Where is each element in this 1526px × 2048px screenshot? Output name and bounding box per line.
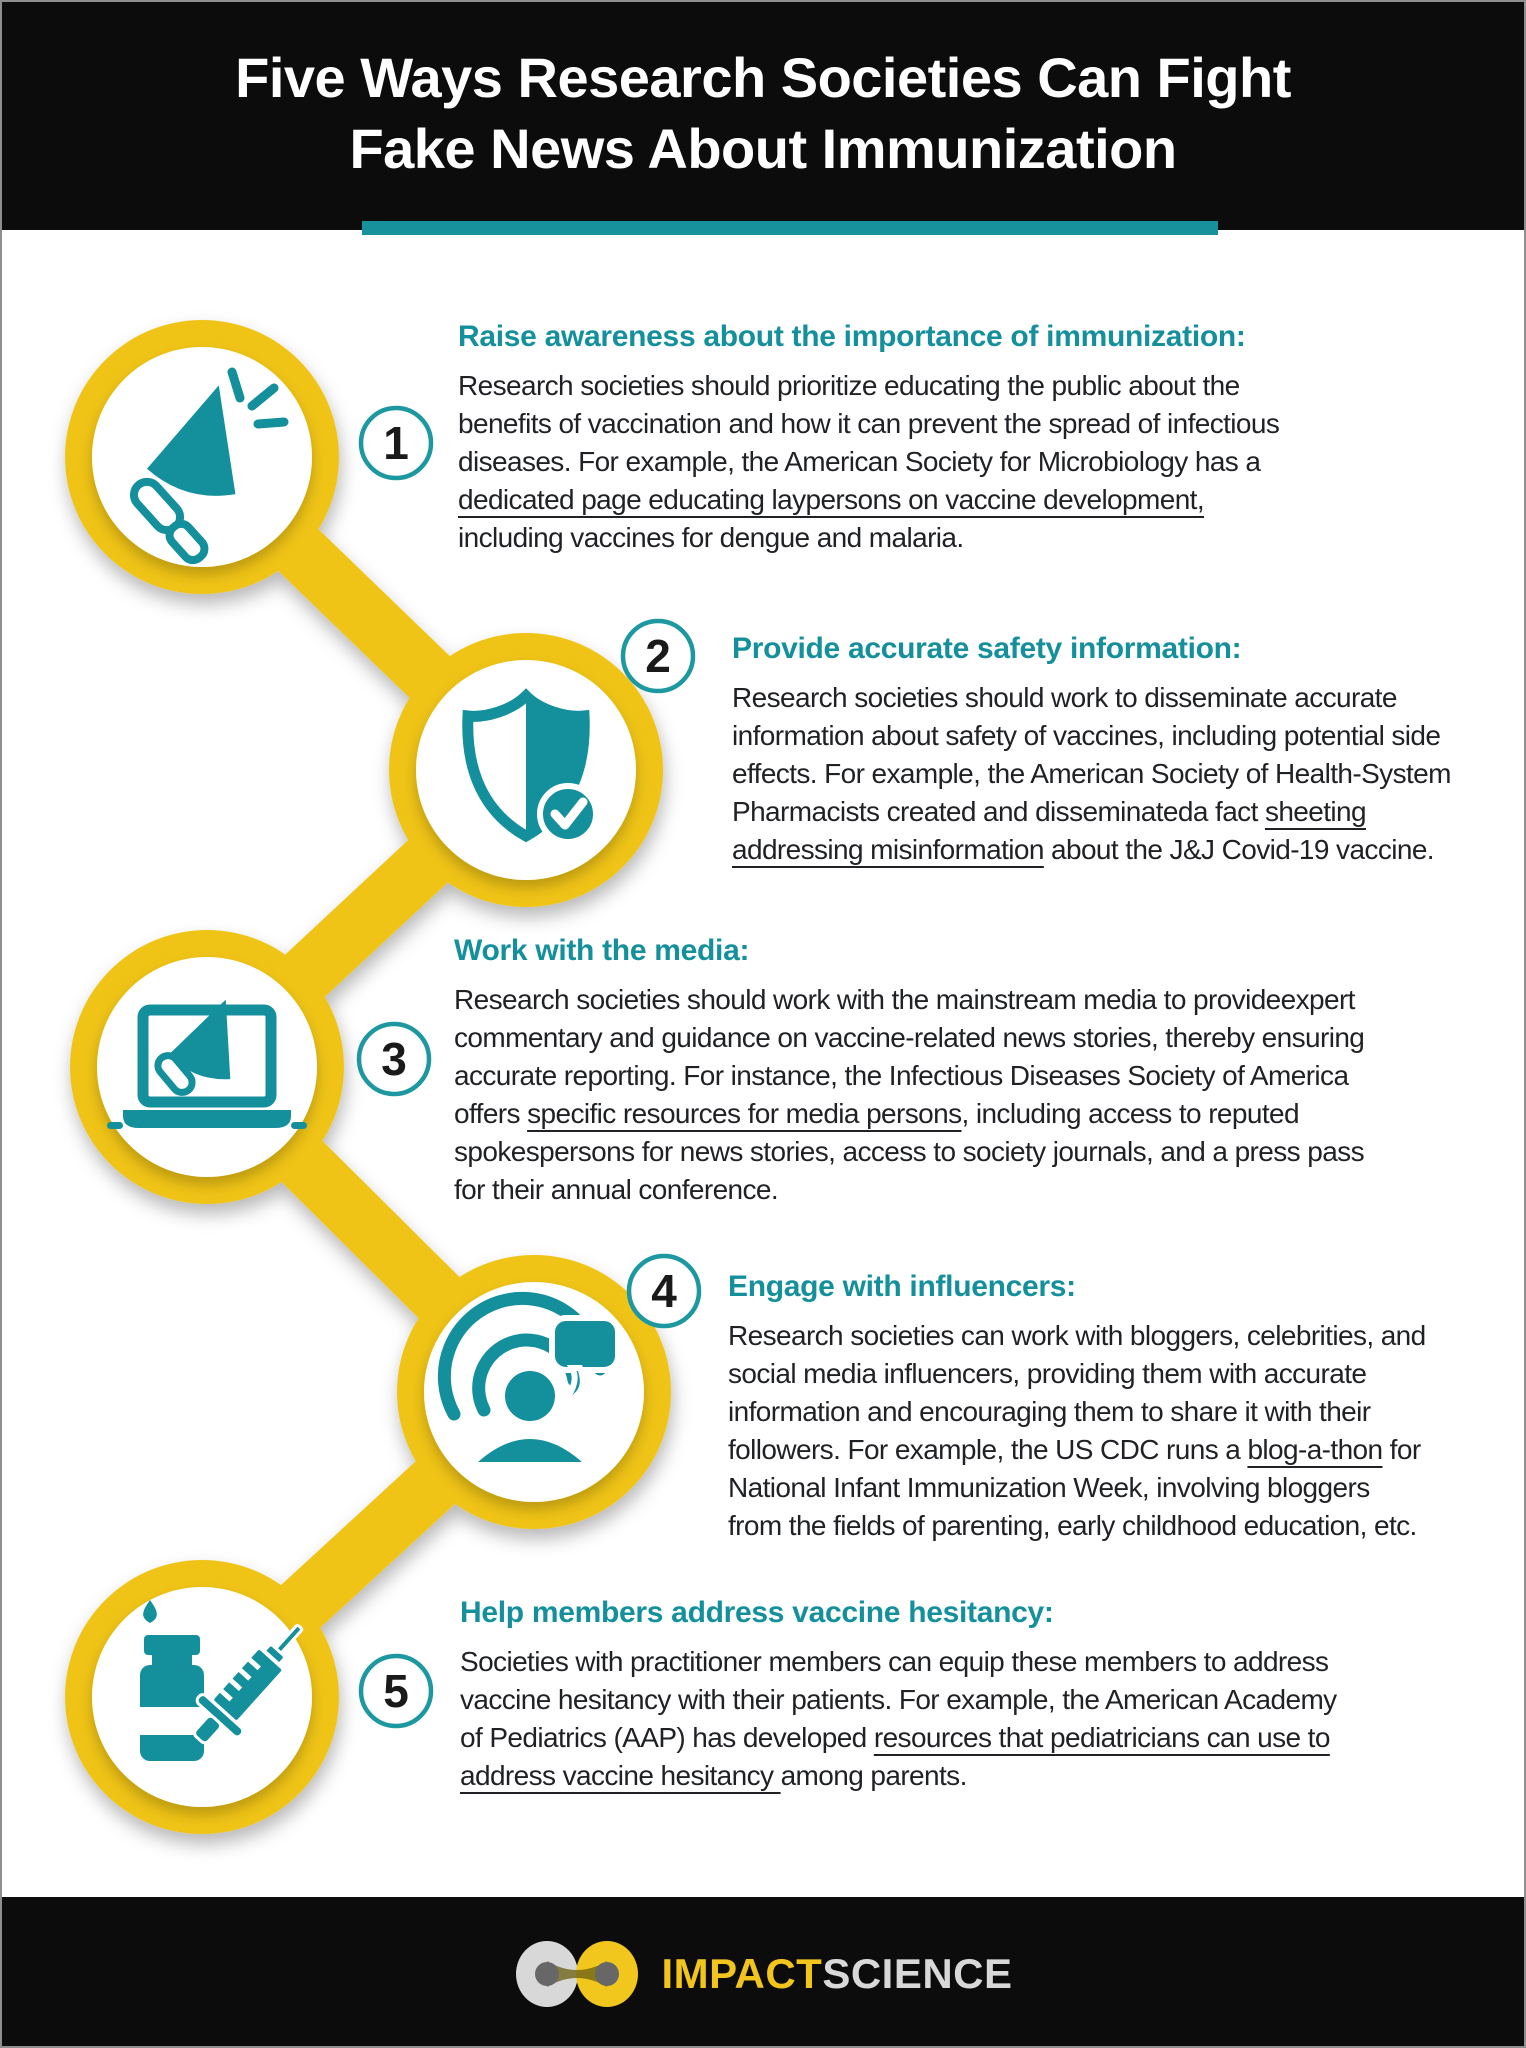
page-title-line-1: Five Ways Research Societies Can Fight (235, 46, 1291, 109)
text-segment: including vaccines for dengue and malaria. (458, 522, 964, 553)
body-line (458, 443, 1279, 481)
text-segment: commentary and guidance on vaccine-related news stories, thereby ensuring (454, 1022, 1365, 1053)
text-segment: for (1382, 1434, 1421, 1465)
header (2, 2, 1524, 230)
section-body (460, 1643, 1337, 1795)
text-segment: about the J&J Covid-19 vaccine. (1043, 834, 1434, 865)
body-line (458, 519, 1279, 557)
inline-link[interactable]: address vaccine hesitancy (460, 1760, 781, 1791)
inline-link[interactable]: dedicated page educating laypersons on vaccine development, (458, 484, 1205, 515)
svg-text:3: 3 (381, 1033, 407, 1085)
brand-impact-text: IMPACT (661, 1949, 823, 1997)
section-raise-awareness (458, 318, 1279, 557)
text-segment: diseases. For example, the American Society for Microbiology has a (458, 446, 1261, 477)
text-segment: of Pediatrics (AAP) has developed (460, 1722, 874, 1753)
body-line (460, 1681, 1337, 1719)
body-line (728, 1317, 1426, 1355)
text-segment: , including access to reputed (961, 1098, 1299, 1129)
body-line (454, 1019, 1364, 1057)
body-line (728, 1507, 1426, 1545)
text-segment: followers. For example, the US CDC runs a (728, 1434, 1248, 1465)
body-line (454, 1057, 1364, 1095)
brand-wordmark (661, 1950, 1012, 1998)
text-segment: effects. For example, the American Society of Health-System (732, 758, 1451, 789)
body-line (454, 981, 1364, 1019)
body-line (454, 1095, 1364, 1133)
section-work-with-media (454, 932, 1364, 1209)
inline-link[interactable]: specific resources for media persons (527, 1098, 962, 1129)
text-segment: benefits of vaccination and how it can prevent the spread of infectious (458, 408, 1280, 439)
inline-link[interactable]: resources that pediatricians can use to (873, 1722, 1330, 1753)
section-body (728, 1317, 1426, 1545)
text-segment: for their annual conference. (454, 1174, 779, 1205)
text-segment: offers (454, 1098, 528, 1129)
impact-science-logo (513, 1939, 1012, 2009)
svg-text:5: 5 (383, 1665, 409, 1717)
body-line (460, 1719, 1337, 1757)
step-badge-3 (359, 1024, 429, 1094)
body-line (454, 1133, 1364, 1171)
body-line (728, 1393, 1426, 1431)
inline-link[interactable]: sheeting (1264, 796, 1366, 827)
text-segment: Pharmacists created and disseminateda fact (732, 796, 1265, 827)
section-safety-information (732, 630, 1451, 869)
text-segment: National Infant Immunization Week, involving bloggers (728, 1472, 1370, 1503)
text-segment: among parents. (780, 1760, 967, 1791)
body-line (454, 1171, 1364, 1209)
section-heading: Provide accurate safety information: (732, 632, 1242, 665)
text-segment: information and encouraging them to share it with their (728, 1396, 1371, 1427)
section-heading: Engage with influencers: (728, 1270, 1076, 1303)
body-line (460, 1757, 1337, 1795)
text-segment: Societies with practitioner members can equip these members to address (460, 1646, 1329, 1677)
body-line (728, 1469, 1426, 1507)
step-badge-5 (361, 1656, 431, 1726)
body-line (732, 793, 1451, 831)
section-engage-influencers (728, 1268, 1426, 1545)
brand-science-text: SCIENCE (822, 1949, 1013, 1997)
step-badge-4 (629, 1256, 699, 1326)
body-line (458, 481, 1279, 519)
step-badge-1 (361, 408, 431, 478)
section-heading: Work with the media: (454, 934, 750, 967)
text-segment: information about safety of vaccines, including potential side (732, 720, 1441, 751)
text-segment: social media influencers, providing them with accurate (728, 1358, 1367, 1389)
text-segment: Research societies should work with the mainstream media to provideexpert (454, 984, 1355, 1015)
text-segment: accurate reporting. For instance, the Infectious Diseases Society of America (454, 1060, 1349, 1091)
section-heading: Help members address vaccine hesitancy: (460, 1596, 1054, 1629)
text-segment: Research societies should prioritize educating the public about the (458, 370, 1240, 401)
infinity-logo-icon (513, 1939, 641, 2009)
section-body (458, 367, 1279, 557)
inline-link[interactable]: blog-a-thon (1247, 1434, 1383, 1465)
step-badge-2 (623, 621, 693, 691)
body-line (458, 405, 1279, 443)
inline-link[interactable]: addressing misinformation (732, 834, 1044, 865)
body-line (732, 679, 1451, 717)
teal-accent-bar (362, 221, 1218, 235)
body-line (732, 831, 1451, 869)
text-segment: Research societies can work with bloggers, celebrities, and (728, 1320, 1426, 1351)
section-body (732, 679, 1451, 869)
body-line (732, 755, 1451, 793)
text-segment: from the fields of parenting, early childhood education, etc. (728, 1510, 1417, 1541)
svg-text:4: 4 (651, 1265, 677, 1317)
body-line (458, 367, 1279, 405)
body-line (728, 1355, 1426, 1393)
footer (2, 1897, 1524, 2048)
page-title-line-2: Fake News About Immunization (349, 117, 1177, 180)
body-line (460, 1643, 1337, 1681)
svg-text:2: 2 (645, 630, 671, 682)
text-segment: vaccine hesitancy with their patients. For example, the American Academy (460, 1684, 1337, 1715)
section-body (454, 981, 1364, 1209)
section-heading: Raise awareness about the importance of immunization: (458, 320, 1246, 353)
text-segment: spokespersons for news stories, access to society journals, and a press pass (454, 1136, 1364, 1167)
svg-text:1: 1 (383, 417, 409, 469)
body-line (728, 1431, 1426, 1469)
text-segment: Research societies should work to disseminate accurate (732, 682, 1397, 713)
body-line (732, 717, 1451, 755)
section-vaccine-hesitancy (460, 1594, 1337, 1795)
